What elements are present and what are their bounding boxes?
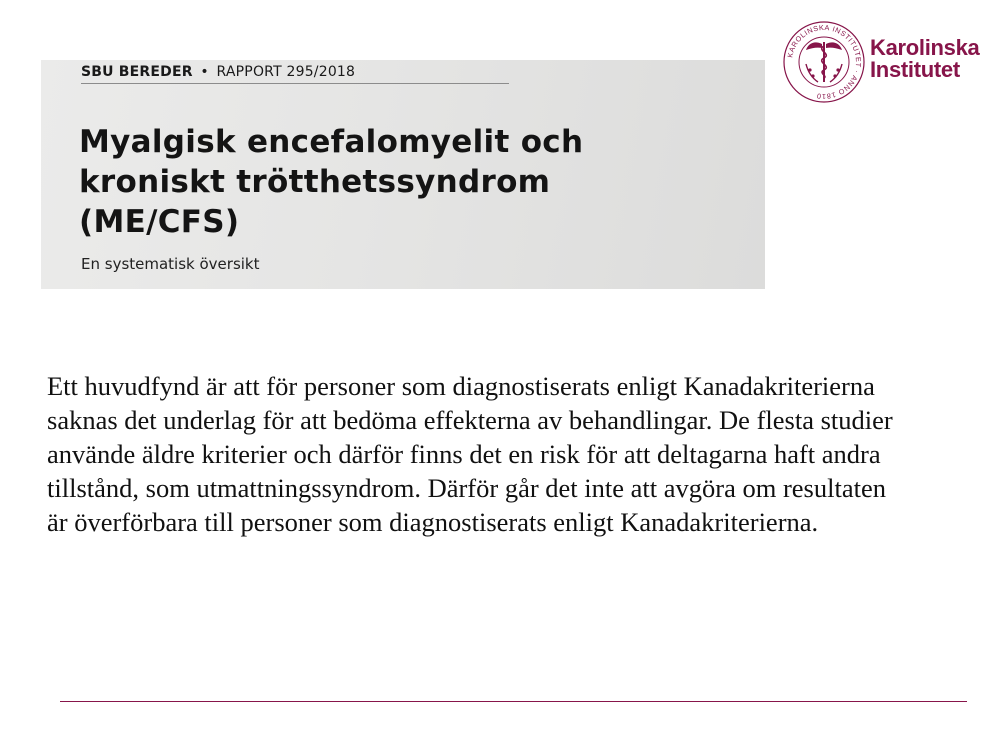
paragraph-line: är överförbara till personer som diagnostiserats enligt Kanadakriterierna.	[47, 507, 819, 537]
logo-wordmark-line2: Institutet	[870, 57, 960, 82]
report-org-label: SBU BEREDER	[81, 64, 193, 80]
paragraph-line: använde äldre kriterier och därför finns det en risk för att deltagarna haft andra	[47, 439, 881, 469]
seal-ring-text: KAROLINSKA INSTITUTET · ANNO 1810	[785, 22, 864, 102]
report-title-line: kroniskt trötthetssyndrom	[79, 164, 551, 200]
paragraph-line: saknas det underlag för att bedöma effekterna av behandlingar. De flesta studier	[47, 405, 893, 435]
report-number-label: RAPPORT 295/2018	[216, 64, 356, 80]
report-title-line: Myalgisk encefalomyelit och	[79, 124, 584, 160]
report-header-rule	[81, 83, 509, 84]
karolinska-seal-icon	[782, 20, 866, 104]
report-title	[79, 122, 749, 242]
paragraph-line: tillstånd, som utmattningssyndrom. Därför går det inte att avgöra om resultaten	[47, 473, 886, 503]
report-title-line: (ME/CFS)	[79, 204, 240, 240]
summary-paragraph	[47, 369, 957, 539]
report-cover-excerpt	[41, 60, 765, 289]
karolinska-logo	[782, 20, 982, 110]
logo-wordmark-line1: Karolinska	[870, 35, 980, 60]
paragraph-line: Ett huvudfynd är att för personer som diagnostiserats enligt Kanadakriterierna	[47, 371, 875, 401]
report-header	[81, 64, 355, 80]
footer-divider	[60, 701, 967, 702]
report-header-bullet: •	[200, 64, 209, 80]
report-subtitle: En systematisk översikt	[81, 255, 260, 273]
